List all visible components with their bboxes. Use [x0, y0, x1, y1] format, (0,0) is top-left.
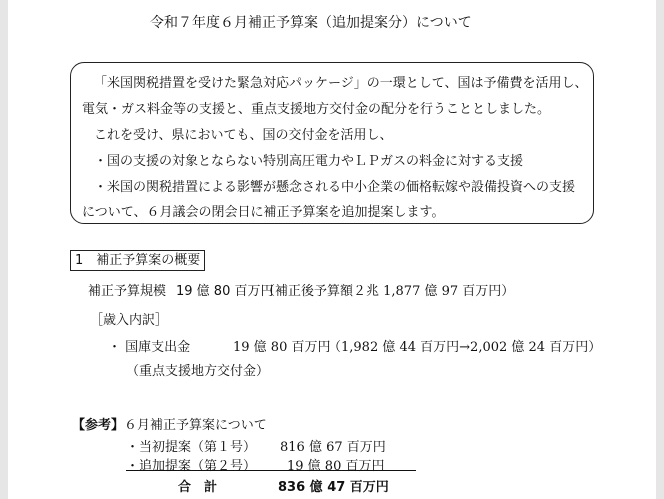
revenue-item-change: （1,982 億 44 百万円→2,002 億 24 百万円）	[328, 340, 602, 355]
reference-heading-bold: 【参考】	[72, 418, 125, 433]
intro-line-4: ・国の支援の対象とならない特別高圧電力やＬＰガスの料金に対する支援	[94, 154, 524, 169]
reference-total-label: 合 計	[178, 480, 218, 495]
intro-line-5: ・米国の関税措置による影響が懸念される中小企業の価格転嫁や設備投資への支援	[94, 180, 576, 195]
reference-heading-text: ６月補正予算案について	[124, 418, 267, 433]
intro-line-6: について、６月議会の閉会日に補正予算案を追加提案します。	[82, 205, 445, 220]
intro-line-2: 電気・ガス料金等の支援と、重点支援地方交付金の配分を行うこととしました。	[82, 102, 551, 117]
revenue-heading: ［歳入内訳］	[90, 313, 169, 328]
intro-line-1: 「米国関税措置を受けた緊急対応パッケージ」の一環として、国は予備費を活用し、	[94, 76, 588, 91]
reference-sum-rule	[126, 470, 416, 471]
budget-scale-note: （補正後予算額２兆 1,877 億 97 百万円）	[262, 284, 515, 299]
revenue-item-sub: （重点支援地方交付金）	[126, 364, 270, 379]
right-edge-strip	[656, 0, 664, 499]
document-title: 令和７年度６月補正予算案（追加提案分）について	[150, 15, 472, 31]
budget-scale-value: 19 億 80 百万円	[176, 284, 274, 299]
section1-heading: 1 補正予算案の概要	[70, 250, 205, 271]
revenue-item-label: ・ 国庫支出金	[108, 340, 191, 355]
reference-row-label: ・当初提案（第１号）	[126, 440, 257, 455]
revenue-item-value: 19 億 80 百万円	[233, 340, 331, 355]
reference-row-label: ・追加提案（第２号）	[126, 459, 257, 474]
budget-scale-label: 補正予算規模	[88, 284, 167, 299]
reference-heading	[72, 414, 267, 433]
reference-row-value: 19 億 80 百万円	[287, 459, 385, 474]
reference-row-value: 816 億 67 百万円	[280, 440, 386, 455]
intro-line-3: これを受け、県においても、国の交付金を活用し、	[94, 128, 393, 143]
left-edge-strip	[0, 0, 8, 499]
reference-total-value: 836 億 47 百万円	[278, 480, 389, 495]
